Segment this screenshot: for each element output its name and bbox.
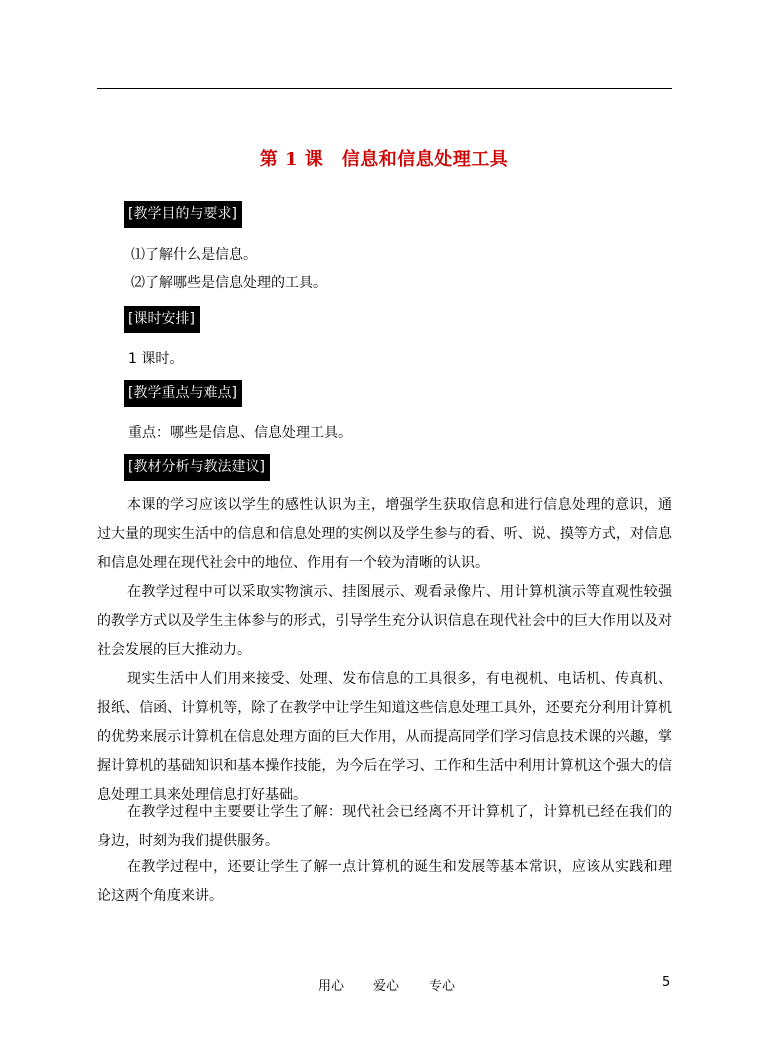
page-number: 5 xyxy=(662,975,671,990)
objective-item-1: ⑴了解什么是信息。 xyxy=(131,247,257,263)
section-heading-objectives: [教学目的与要求] xyxy=(124,201,242,228)
schedule-text: 1 课时。 xyxy=(128,351,184,367)
analysis-paragraph-3: 现实生活中人们用来接受、处理、发布信息的工具很多，有电视机、电话机、传真机、报纸、信函、计算机等，除了在教学中让学生知道这些信息处理工具外，还要充分利用计算机的优势来展示计算机在信息处理方面的巨大作用，从而提高同学们学习信息技术课的兴趣，掌握计算机的基础知识和基本操作技能，为今后在学习、工作和生活中利用计算机这个强大的信息处理工具来处理信息打好基础。 xyxy=(97,671,672,803)
key-points-text: 重点：哪些是信息、信息处理工具。 xyxy=(128,425,352,441)
objective-item-2: ⑵了解哪些是信息处理的工具。 xyxy=(131,275,327,291)
section-heading-key-points: [教学重点与难点] xyxy=(124,380,242,407)
section-heading-analysis: [教材分析与教法建议] xyxy=(124,454,270,481)
header-rule xyxy=(97,88,672,89)
analysis-paragraph-4: 在教学过程中主要要让学生了解：现代社会已经离不开计算机了，计算机已经在我们的身边，时刻为我们提供服务。 xyxy=(97,804,672,849)
lesson-title: 第 1 课 信息和信息处理工具 xyxy=(259,149,509,170)
section-heading-schedule: [课时安排] xyxy=(124,306,200,333)
footer-slogan-2: 爱心 xyxy=(373,979,400,994)
analysis-paragraph-5: 在教学过程中，还要让学生了解一点计算机的诞生和发展等基本常识，应该从实践和理论这两个角度来讲。 xyxy=(97,859,672,904)
analysis-paragraph-2: 在教学过程中可以采取实物演示、挂图展示、观看录像片、用计算机演示等直观性较强的教学方式以及学生主体参与的形式，引导学生充分认识信息在现代社会中的巨大作用以及对社会发展的巨大推动力。 xyxy=(97,584,672,658)
footer-slogan-1: 用心 xyxy=(318,979,345,994)
analysis-paragraph-1: 本课的学习应该以学生的感性认识为主，增强学生获取信息和进行信息处理的意识，通过大量的现实生活中的信息和信息处理的实例以及学生参与的看、听、说、摸等方式，对信息和信息处理在现代社会中的地位、作用有一个较为清晰的认识。 xyxy=(97,497,672,571)
footer-slogan-3: 专心 xyxy=(429,979,456,994)
